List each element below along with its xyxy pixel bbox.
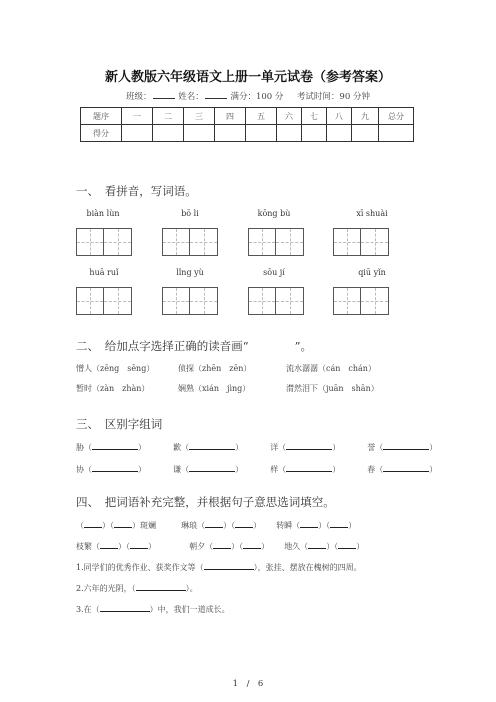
reading-item: 娴熟（xián jìng）	[178, 384, 251, 393]
answer-blank[interactable]	[383, 463, 429, 472]
word-group-row	[76, 441, 437, 453]
score-header-cell: 八	[327, 108, 352, 125]
idiom-fragment: ）斑斓	[132, 521, 156, 530]
paren: ）	[138, 465, 146, 474]
answer-blank[interactable]	[243, 540, 261, 549]
tian-cell[interactable]	[190, 228, 218, 256]
paren: ）	[138, 443, 146, 452]
answer-blank[interactable]	[205, 519, 223, 528]
tian-cell[interactable]	[248, 287, 276, 315]
tian-grid[interactable]	[162, 287, 218, 315]
char-label: 样（	[270, 465, 287, 474]
answer-blank[interactable]	[300, 519, 318, 528]
answer-blank[interactable]	[330, 519, 348, 528]
pinyin: xī shuài	[356, 209, 388, 218]
idiom-fragment: 琳琅（	[181, 521, 206, 530]
score-cell	[184, 125, 215, 142]
tian-grid[interactable]	[76, 287, 132, 315]
answer-blank[interactable]	[100, 540, 118, 549]
idiom-row	[76, 540, 364, 552]
tian-cell[interactable]	[276, 228, 304, 256]
idiom-fragment: 朝夕（	[189, 542, 214, 551]
paren: ）	[332, 465, 341, 474]
paren: ）	[148, 542, 156, 551]
answer-blank[interactable]	[130, 540, 148, 549]
sentence-1	[76, 561, 362, 573]
reading-item: 潸然泪下（juān shān）	[286, 384, 379, 393]
pinyin: sōu jí	[263, 268, 285, 277]
tian-grid[interactable]	[76, 228, 132, 256]
char-label: 胁（	[76, 443, 92, 452]
idiom-fragment: 地久（	[284, 542, 309, 551]
paren: ）	[348, 521, 357, 530]
score-cell	[153, 125, 184, 142]
pinyin: bō li	[181, 209, 199, 218]
paren: ）（	[102, 521, 114, 530]
score-header-cell: 总分	[379, 108, 414, 125]
full-score: 满分：100 分	[230, 92, 284, 102]
char-label: 歉（	[173, 443, 190, 452]
tian-cell[interactable]	[104, 287, 132, 315]
char-label: 协（	[76, 465, 92, 474]
name-label: 姓名：	[178, 92, 204, 102]
sentence-text: 3.在（	[76, 605, 100, 614]
answer-blank[interactable]	[286, 463, 332, 472]
pinyin: biàn lùn	[86, 209, 120, 218]
section4-heading: 四、 把词语补充完整，并根据句子意思选词填空。	[76, 495, 335, 509]
score-header-cell: 题序	[81, 108, 122, 125]
section3-heading: 三、 区别字组词	[76, 417, 163, 431]
score-cell	[122, 125, 153, 142]
page-title: 新人教版六年级语文上册一单元试卷（参考答案）	[104, 70, 391, 85]
tian-cell[interactable]	[162, 228, 190, 256]
section1-heading: 一、 看拼音，写词语。	[76, 184, 197, 198]
page-number: 1 / 6	[232, 679, 264, 689]
sentence-text: ）。	[185, 584, 198, 593]
score-cell	[246, 125, 277, 142]
tian-cell[interactable]	[162, 287, 190, 315]
name-blank	[205, 90, 227, 99]
paren: ）（	[231, 542, 244, 551]
score-cell	[302, 125, 327, 142]
sentence-text: 1.同学们的优秀作业、获奖作文等（	[76, 563, 204, 572]
sentence-text: ），张挂、摆放在槐树的四周。	[253, 563, 362, 572]
answer-blank[interactable]	[338, 540, 356, 549]
tian-grid[interactable]	[162, 228, 218, 256]
char-label: 誉（	[367, 443, 384, 452]
reading-item: 暂时（zàn zhàn）	[76, 384, 150, 393]
answer-blank[interactable]	[235, 519, 253, 528]
tian-cell[interactable]	[104, 228, 132, 256]
paren: ）	[261, 542, 270, 551]
tian-cell[interactable]	[333, 287, 361, 315]
answer-blank[interactable]	[308, 540, 326, 549]
char-label: 春（	[367, 465, 384, 474]
paren: ）（	[318, 521, 331, 530]
tian-cell[interactable]	[361, 228, 389, 256]
answer-blank[interactable]	[136, 582, 186, 591]
answer-blank[interactable]	[114, 519, 132, 528]
pinyin: huā ruǐ	[89, 268, 119, 277]
class-label: 班级：	[126, 92, 152, 102]
tian-cell[interactable]	[333, 228, 361, 256]
reading-item: 憎人（zēng sēng）	[76, 364, 155, 373]
tian-cell[interactable]	[248, 228, 276, 256]
answer-blank[interactable]	[189, 463, 235, 472]
score-cell	[327, 125, 352, 142]
tian-cell[interactable]	[361, 287, 389, 315]
reading-item: 流水潺潺（cán chán）	[286, 364, 376, 373]
score-header-cell: 五	[246, 108, 277, 125]
answer-blank[interactable]	[100, 603, 150, 612]
score-header-cell: 四	[215, 108, 246, 125]
idiom-row	[76, 519, 356, 531]
paren: ）	[429, 465, 438, 474]
paren: ）	[429, 443, 438, 452]
char-label: 详（	[270, 443, 287, 452]
paren: ）	[332, 443, 341, 452]
tian-cell[interactable]	[76, 287, 104, 315]
score-table	[80, 107, 414, 142]
char-label: 谦（	[173, 465, 190, 474]
paren: ）	[235, 465, 244, 474]
score-header-cell: 一	[122, 108, 153, 125]
exam-time: 考试时间：90 分钟	[296, 92, 370, 102]
answer-blank[interactable]	[213, 540, 231, 549]
sentence-3	[76, 603, 230, 615]
answer-blank[interactable]	[383, 441, 429, 450]
sentence-text: ）中，我们一道成长。	[149, 605, 230, 614]
tian-cell[interactable]	[276, 287, 304, 315]
paren: （	[76, 521, 84, 530]
tian-cell[interactable]	[190, 287, 218, 315]
score-row-label: 得分	[81, 125, 122, 142]
score-header-cell: 二	[153, 108, 184, 125]
class-blank	[153, 90, 175, 99]
paren: ）	[356, 542, 365, 551]
paren: ）（	[118, 542, 130, 551]
answer-blank[interactable]	[84, 519, 102, 528]
sentence-2	[76, 582, 198, 594]
answer-blank[interactable]	[286, 441, 332, 450]
tian-cell[interactable]	[76, 228, 104, 256]
score-table-score-row	[81, 125, 414, 142]
score-header-cell: 三	[184, 108, 215, 125]
score-header-cell: 六	[277, 108, 302, 125]
answer-blank[interactable]	[92, 441, 138, 450]
answer-blank[interactable]	[189, 441, 235, 450]
reading-item: 侦探（zhēn zēn）	[178, 364, 252, 373]
tian-grid[interactable]	[248, 228, 304, 256]
paren: ）（	[326, 542, 339, 551]
score-header-cell: 七	[302, 108, 327, 125]
sentence-text: 2.六年的光阴，（	[76, 584, 136, 593]
tian-grid[interactable]	[333, 287, 389, 315]
score-cell	[215, 125, 246, 142]
exam-info	[0, 90, 496, 102]
paren: ）	[235, 443, 244, 452]
pinyin: kōng bù	[257, 209, 291, 218]
section2-heading: 二、 给加点字选择正确的读音画“ ”。	[76, 339, 313, 353]
word-group-row	[76, 463, 437, 475]
pinyin: qiū yǐn	[358, 268, 386, 277]
score-header-cell: 九	[352, 108, 379, 125]
score-cell	[277, 125, 302, 142]
answer-blank[interactable]	[92, 463, 138, 472]
paren: ）（	[223, 521, 236, 530]
idiom-fragment: 枝繁（	[76, 542, 100, 551]
idiom-fragment: 转瞬（	[276, 521, 301, 530]
score-table-header-row	[81, 108, 414, 125]
pinyin: lǐng yù	[176, 268, 204, 277]
score-cell	[352, 125, 379, 142]
tian-grid[interactable]	[333, 228, 389, 256]
tian-grid[interactable]	[248, 287, 304, 315]
paren: ）	[253, 521, 262, 530]
answer-blank[interactable]	[204, 561, 254, 570]
score-cell	[379, 125, 414, 142]
